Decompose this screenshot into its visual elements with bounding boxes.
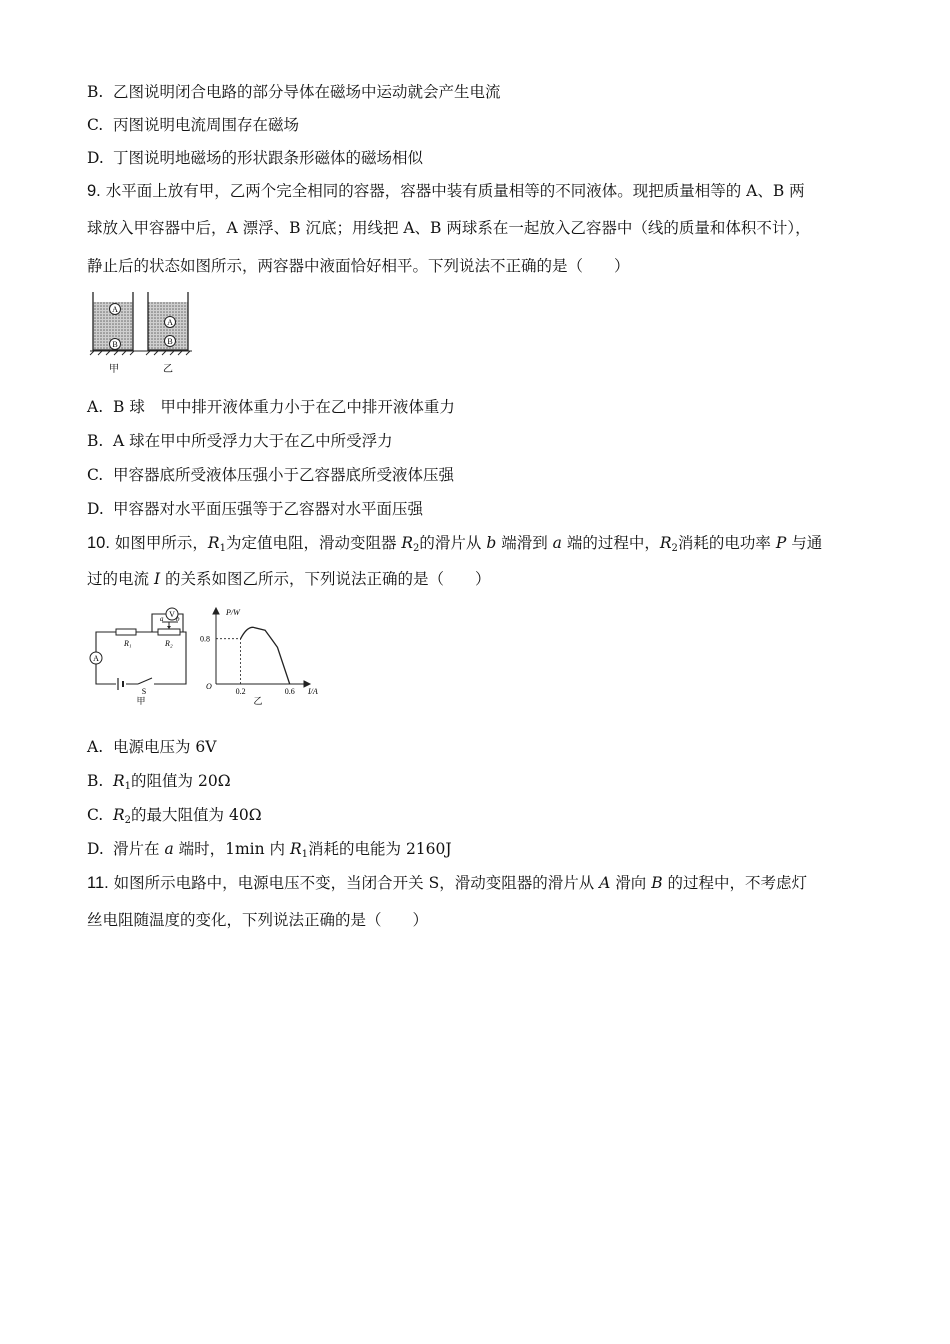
q10-option-a [87, 737, 216, 757]
switch-icon [138, 678, 154, 696]
q9-option-b [87, 431, 393, 451]
r1-subscript: 1 [301, 849, 309, 860]
q10-option-b [87, 771, 231, 791]
ball-b-label: B [112, 340, 118, 349]
r2-symbol: R [659, 534, 672, 552]
container-jia [93, 292, 133, 350]
var-i: I [153, 570, 161, 588]
option-text: 甲容器底所受液体压强小于乙容器底所受液体压强 [113, 466, 455, 484]
option-text: 滑片在 [113, 840, 165, 858]
caption-jia: 甲 [109, 364, 119, 375]
q9-stem-line3: 静止后的状态如图所示，两容器中液面恰好相平。下列说法不正确的是（ ） [87, 257, 630, 275]
x-tick-label: 0.6 [284, 687, 295, 696]
rheostat-end-a: a [160, 615, 164, 623]
option-text: A 球在甲中所受浮力大于在乙中所受浮力 [113, 432, 393, 450]
option-text: 消耗的电能为 2160J [308, 840, 452, 858]
r2-subscript: 2 [413, 543, 420, 554]
q11-stem-line2: 丝电阻随温度的变化，下列说法正确的是（ ） [87, 911, 429, 929]
q10-stem-line1 [87, 533, 822, 553]
q10-power-current-graph [198, 604, 328, 708]
var-b: b [486, 534, 497, 552]
r1-subscript: 1 [124, 781, 132, 792]
question-number: 11. [87, 874, 109, 892]
option-label: A. [87, 738, 104, 756]
option-text: 的最大阻值为 40Ω [131, 806, 262, 824]
stem-text: 如图所示电路中，电源电压不变，当闭合开关 S，滑动变阻器的滑片从 [113, 874, 600, 892]
rheostat-r2 [158, 615, 180, 648]
y-tick-label: 0.8 [200, 634, 210, 644]
stem-text: 消耗的电功率 [677, 534, 776, 552]
caption-yi: 乙 [163, 364, 173, 375]
stem-text: 与通 [786, 534, 823, 552]
graph-x-label: I/A [308, 687, 318, 696]
option-label: D. [87, 149, 104, 167]
stem-text: 水平面上放有甲，乙两个完全相同的容器，容器中装有质量相等的不同液体。现把质量相等的 A、B 两 [105, 182, 805, 200]
stem-text: 的关系如图乙所示，下列说法正确的是（ ） [160, 570, 491, 588]
question-number: 10. [87, 534, 110, 552]
rheostat-end-b: b [176, 615, 180, 623]
x-tick-label: 0.2 [235, 687, 246, 696]
graph-axes [213, 608, 310, 687]
option-text: B 球 甲中排开液体重力小于在乙中排开液体重力 [113, 398, 455, 416]
ammeter-label: A [93, 654, 99, 663]
r2-label: R₂ [165, 639, 173, 648]
r1-symbol: R [289, 840, 302, 858]
q9-option-c [87, 465, 454, 485]
q9-option-d [87, 499, 423, 519]
stem-text: 为定值电阻，滑动变阻器 [225, 534, 402, 552]
var-a: A [599, 874, 611, 892]
q8-option-d [87, 148, 423, 168]
q8-option-c [87, 115, 299, 135]
option-label: C. [87, 466, 104, 484]
r2-symbol: R [113, 806, 125, 824]
voltmeter-label: V [169, 610, 175, 619]
var-a: a [164, 840, 174, 858]
stem-text: 端滑到 [496, 534, 553, 552]
circuit-caption: 甲 [136, 696, 146, 706]
option-text: 端时，1min 内 [173, 840, 290, 858]
option-text: 丙图说明电流周围存在磁场 [113, 116, 300, 134]
q10-option-c [87, 805, 262, 825]
ball-a-label: A [112, 305, 118, 314]
r1-label: R₁ [124, 639, 132, 648]
option-text: 乙图说明闭合电路的部分导体在磁场中运动就会产生电流 [113, 83, 501, 101]
stem-text: 过的电流 [87, 570, 154, 588]
r1-subscript: 1 [219, 543, 226, 554]
r2-subscript: 2 [671, 543, 678, 554]
option-label: C. [87, 116, 104, 134]
q9-stem-line1 [87, 181, 805, 201]
resistor-r1 [116, 629, 136, 648]
stem-text: 如图甲所示， [114, 534, 208, 552]
option-label: C. [87, 806, 104, 824]
q11-stem-line1 [87, 873, 807, 893]
q10-option-d [87, 839, 452, 859]
option-label: B. [87, 83, 104, 101]
ball-a-label: A [167, 318, 173, 327]
q10-circuit-figure [86, 604, 198, 708]
q8-option-b [87, 82, 501, 102]
option-label: A. [87, 398, 104, 416]
container-yi [148, 292, 188, 350]
power-curve [241, 627, 290, 684]
r2-symbol: R [401, 534, 414, 552]
stem-text: 端的过程中， [561, 534, 660, 552]
graph-caption: 乙 [253, 696, 263, 706]
graph-origin: O [206, 682, 212, 691]
option-text: 电源电压为 6V [113, 738, 217, 756]
var-p: P [775, 534, 787, 552]
option-label: D. [87, 840, 104, 858]
switch-label: S [141, 687, 147, 696]
option-label: B. [87, 772, 104, 790]
stem-text: 的滑片从 [419, 534, 487, 552]
question-number: 9. [87, 182, 101, 200]
option-label: D. [87, 500, 104, 518]
var-b: B [651, 874, 663, 892]
option-text: 丁图说明地磁场的形状跟条形磁体的磁场相似 [113, 149, 424, 167]
stem-text: 的过程中，不考虑灯 [662, 874, 808, 892]
q9-stem-line2: 球放入甲容器中后，A 漂浮、B 沉底；用线把 A、B 两球系在一起放入乙容器中（线的质量和体积不计）， [87, 219, 811, 237]
r2-subscript: 2 [124, 815, 132, 826]
graph-y-label: P/W [226, 608, 240, 617]
ground-hatching [90, 351, 192, 355]
option-text: 的阻值为 20Ω [131, 772, 231, 790]
option-text: 甲容器对水平面压强等于乙容器对水平面压强 [113, 500, 424, 518]
option-label: B. [87, 432, 104, 450]
q10-stem-line2 [87, 569, 491, 589]
ammeter-icon [90, 652, 102, 664]
q9-containers-figure [88, 290, 198, 376]
r1-symbol: R [207, 534, 220, 552]
q9-option-a [87, 397, 455, 417]
ball-b-label: B [167, 337, 173, 346]
var-a: a [552, 534, 562, 552]
battery-icon [116, 678, 126, 690]
r1-symbol: R [113, 772, 125, 790]
stem-text: 滑向 [610, 874, 652, 892]
